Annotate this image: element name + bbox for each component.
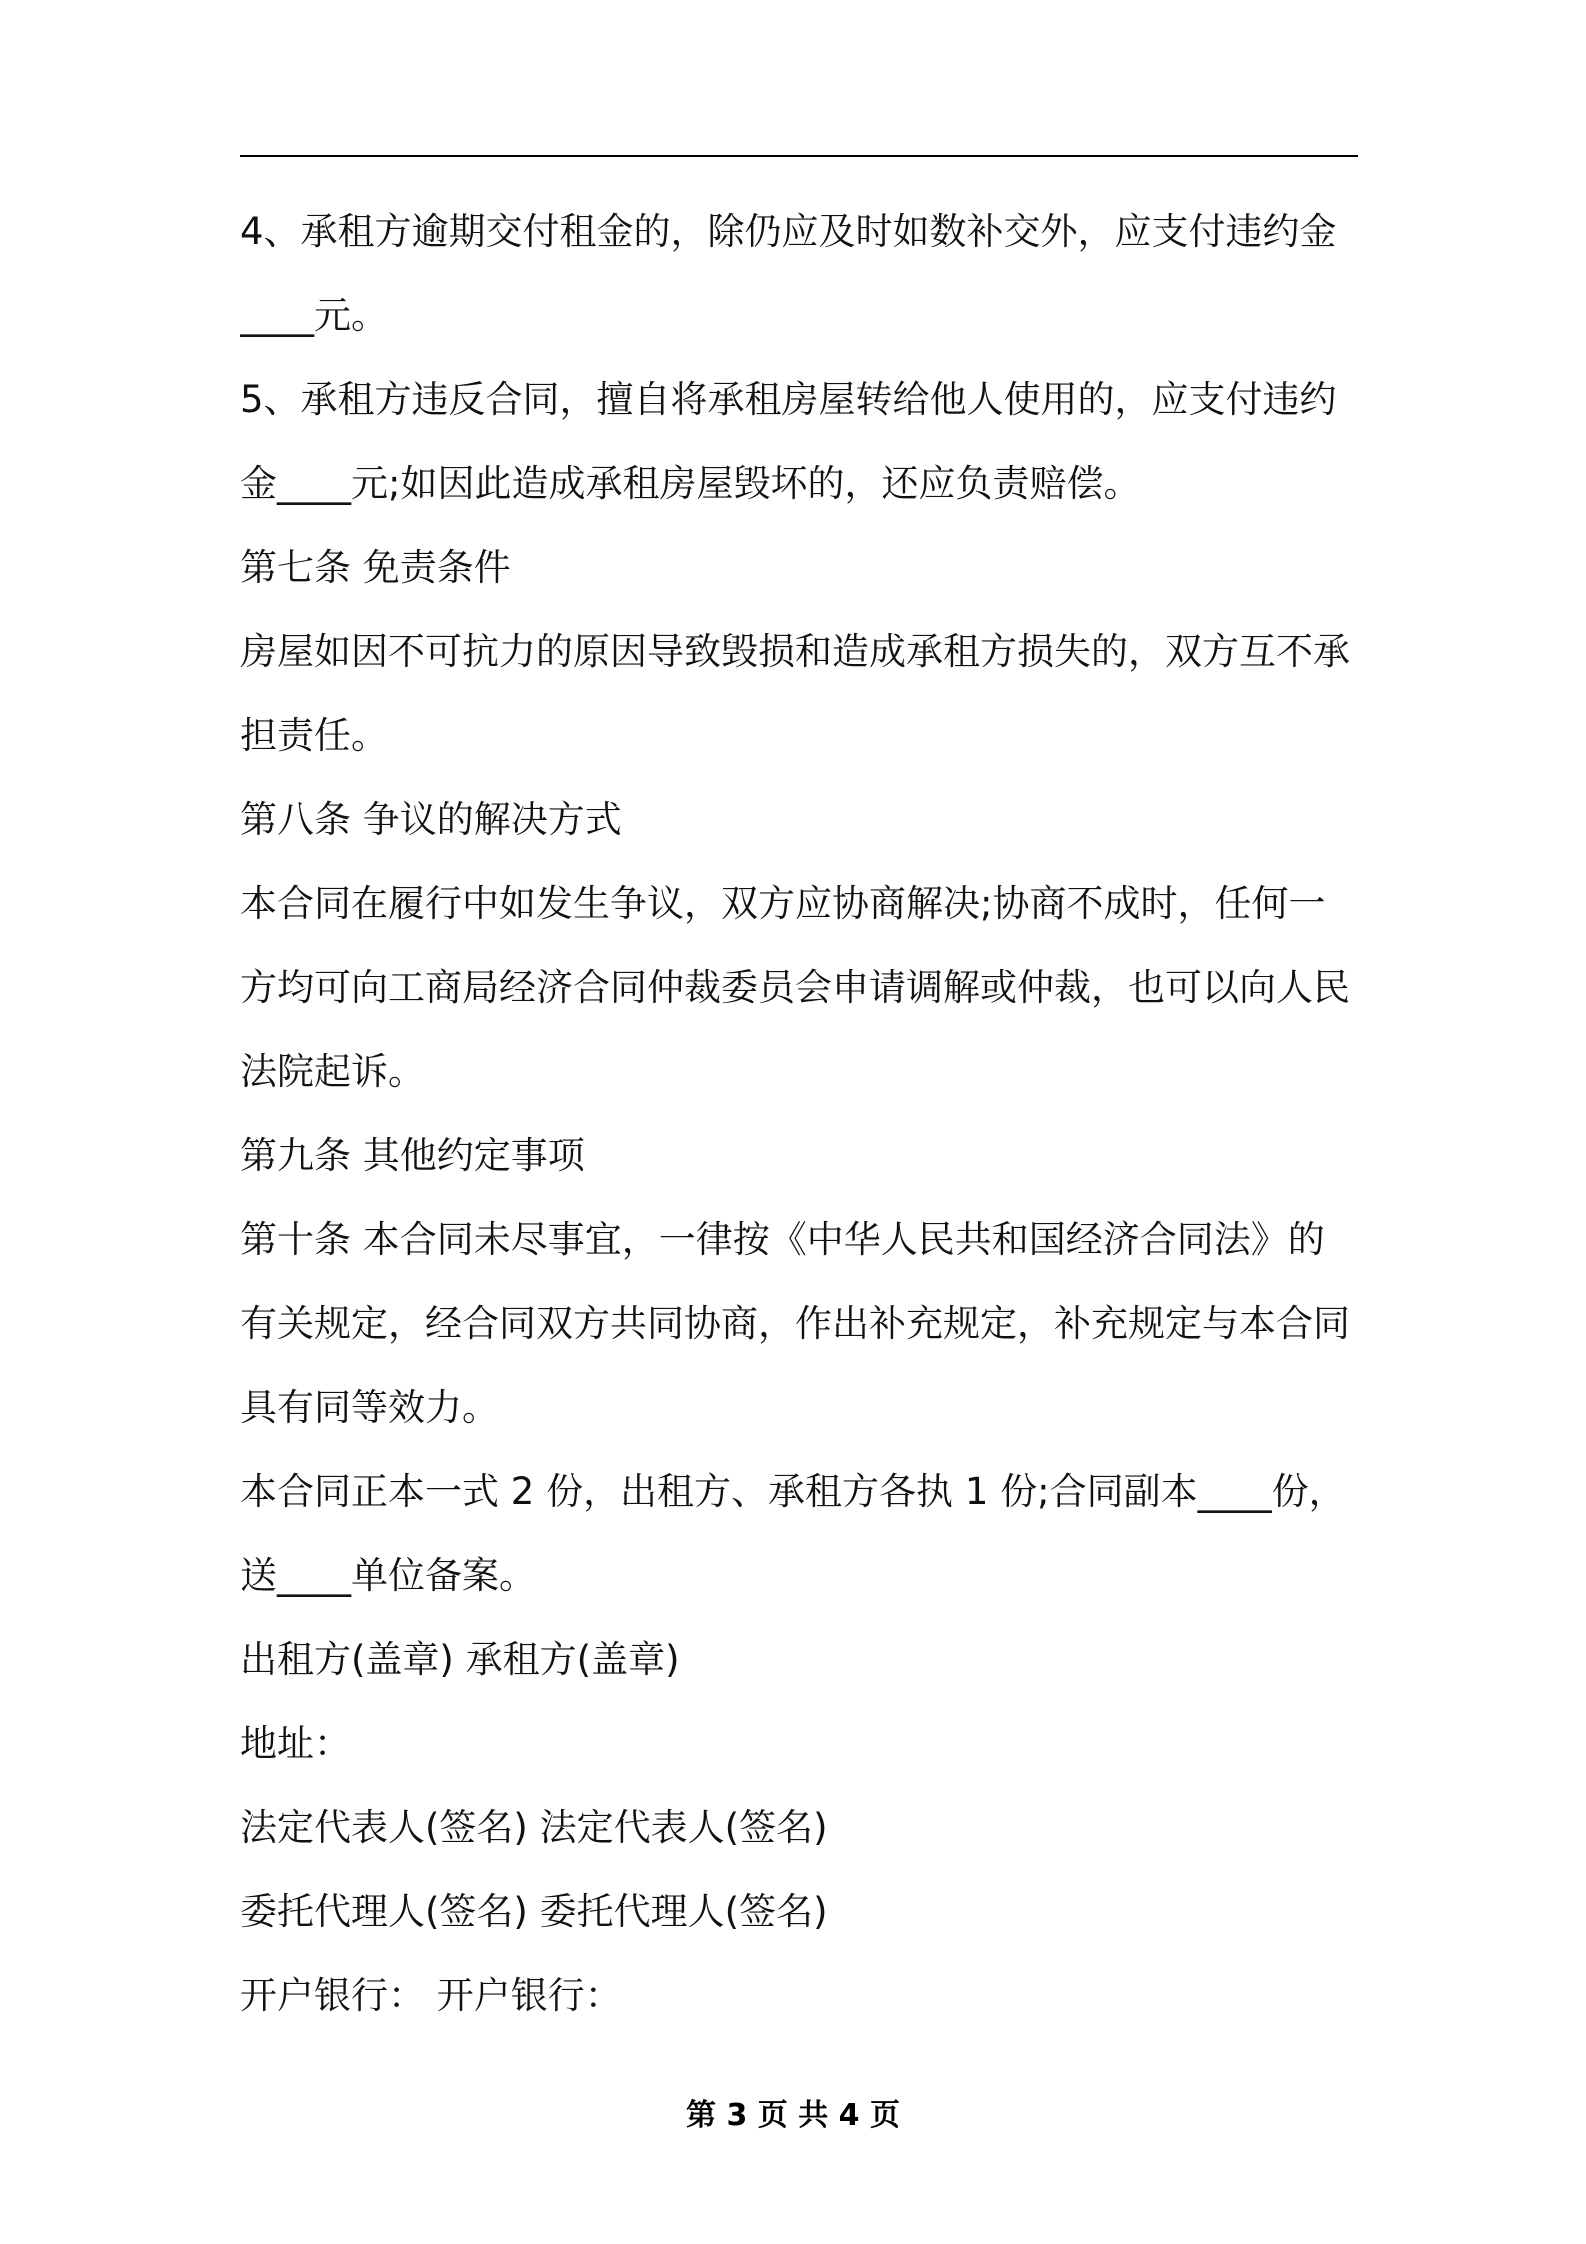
signature-line: 地址： bbox=[240, 1722, 351, 1765]
document-body bbox=[240, 190, 1360, 2038]
signature-line: 法定代表人(签名) 法定代表人(签名) bbox=[240, 1806, 828, 1849]
text-line: 本合同在履行中如发生争议，双方应协商解决;协商不成时，任何一 bbox=[240, 882, 1326, 925]
text-line: 金____元;如因此造成承租房屋毁坏的，还应负责赔偿。 bbox=[240, 462, 1141, 505]
text-line: 方均可向工商局经济合同仲裁委员会申请调解或仲裁，也可以向人民 bbox=[240, 966, 1350, 1009]
text-line: 5、承租方违反合同，擅自将承租房屋转给他人使用的，应支付违约 bbox=[240, 378, 1337, 421]
header-rule bbox=[240, 155, 1358, 157]
text-line: 第十条 本合同未尽事宜，一律按《中华人民共和国经济合同法》的 bbox=[240, 1218, 1325, 1261]
text-line: 法院起诉。 bbox=[240, 1050, 425, 1093]
text-line: 有关规定，经合同双方共同协商，作出补充规定，补充规定与本合同 bbox=[240, 1302, 1350, 1345]
text-line: 担责任。 bbox=[240, 714, 388, 757]
signature-line: 委托代理人(签名) 委托代理人(签名) bbox=[240, 1890, 828, 1933]
page-number: 第 3 页 共 4 页 bbox=[686, 2098, 900, 2133]
text-line: 送____单位备案。 bbox=[240, 1554, 536, 1597]
text-line: 4、承租方逾期交付租金的，除仍应及时如数补交外，应支付违约金 bbox=[240, 210, 1337, 253]
text-line: ____元。 bbox=[240, 294, 388, 337]
article-heading: 第七条 免责条件 bbox=[240, 546, 511, 589]
signature-line: 开户银行： 开户银行： bbox=[240, 1974, 622, 2017]
signature-line: 出租方(盖章) 承租方(盖章) bbox=[240, 1638, 680, 1681]
article-heading: 第九条 其他约定事项 bbox=[240, 1134, 585, 1177]
text-line: 本合同正本一式 2 份，出租方、承租方各执 1 份;合同副本____份， bbox=[240, 1470, 1346, 1513]
text-line: 具有同等效力。 bbox=[240, 1386, 499, 1429]
text-line: 房屋如因不可抗力的原因导致毁损和造成承租方损失的，双方互不承 bbox=[240, 630, 1350, 673]
article-heading: 第八条 争议的解决方式 bbox=[240, 798, 622, 841]
